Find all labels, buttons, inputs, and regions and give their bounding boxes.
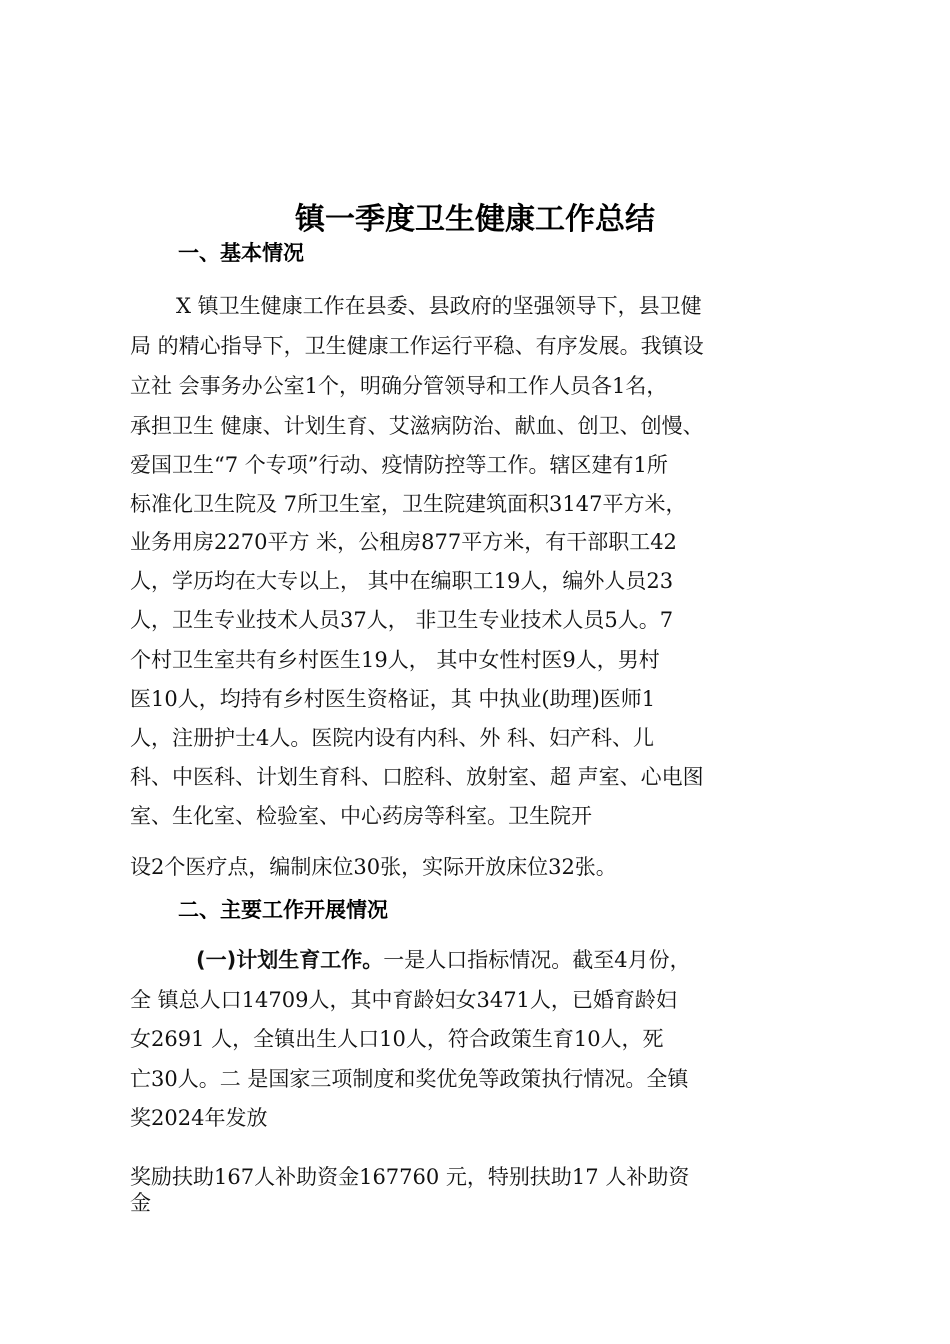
subsection-label: (一)计划生育工作。 [196, 948, 384, 972]
document-title: 镇一季度卫生健康工作总结 [295, 202, 655, 237]
paragraph-line: 承担卫生 健康、计划生育、艾滋病防治、献血、创卫、创慢、 [130, 414, 704, 438]
section-heading-basic: 一、基本情况 [178, 241, 304, 265]
paragraph-line: 医10人，均持有乡村医生资格证，其 中执业(助理)医师1 [130, 687, 656, 711]
paragraph-line: 局 的精心指导下，卫生健康工作运行平稳、有序发展。我镇设 [130, 334, 704, 358]
section-heading-main-work: 二、主要工作开展情况 [178, 898, 388, 922]
paragraph-line: 爱国卫生“7 个专项”行动、疫情防控等工作。辖区建有1所 [130, 453, 668, 477]
paragraph-line: 人，卫生专业技术人员37人， 非卫生专业技术人员5人。7 [130, 608, 674, 632]
paragraph-line: 奖2024年发放 [130, 1106, 268, 1130]
paragraph-line: 室、生化室、检验室、中心药房等科室。卫生院开 [130, 804, 592, 828]
paragraph-line: 亡30人。二 是国家三项制度和奖优免等政策执行情况。全镇 [130, 1067, 689, 1091]
paragraph-line: 奖励扶助167人补助资金167760 元，特别扶助17 人补助资 [130, 1165, 690, 1189]
paragraph-line: X 镇卫生健康工作在县委、县政府的坚强领导下，县卫健 [176, 294, 702, 318]
paragraph-line [196, 945, 691, 975]
paragraph-text: 一是人口指标情况。截至4月份， [383, 948, 691, 972]
paragraph-line: 业务用房2270平方 米，公租房877平方米，有干部职工42 [130, 530, 677, 554]
paragraph-line: 全 镇总人口14709人，其中育龄妇女3471人，已婚育龄妇 [130, 988, 677, 1012]
paragraph-line: 金 [130, 1191, 151, 1215]
paragraph-line: 女2691 人，全镇出生人口10人，符合政策生育10人，死 [130, 1027, 664, 1051]
paragraph-line: 人，学历均在大专以上， 其中在编职工19人，编外人员23 [130, 569, 674, 593]
paragraph-line: 人，注册护士4人。医院内设有内科、外 科、妇产科、儿 [130, 726, 655, 750]
paragraph-line: 个村卫生室共有乡村医生19人， 其中女性村医9人，男村 [130, 648, 660, 672]
paragraph-line: 标准化卫生院及 7所卫生室，卫生院建筑面积3147平方米， [130, 492, 687, 516]
paragraph-line: 设2个医疗点，编制床位30张，实际开放床位32张。 [130, 855, 617, 879]
paragraph-line: 立社 会事务办公室1个，明确分管领导和工作人员各1名， [130, 374, 668, 398]
paragraph-line: 科、中医科、计划生育科、口腔科、放射室、超 声室、心电图 [130, 765, 704, 789]
